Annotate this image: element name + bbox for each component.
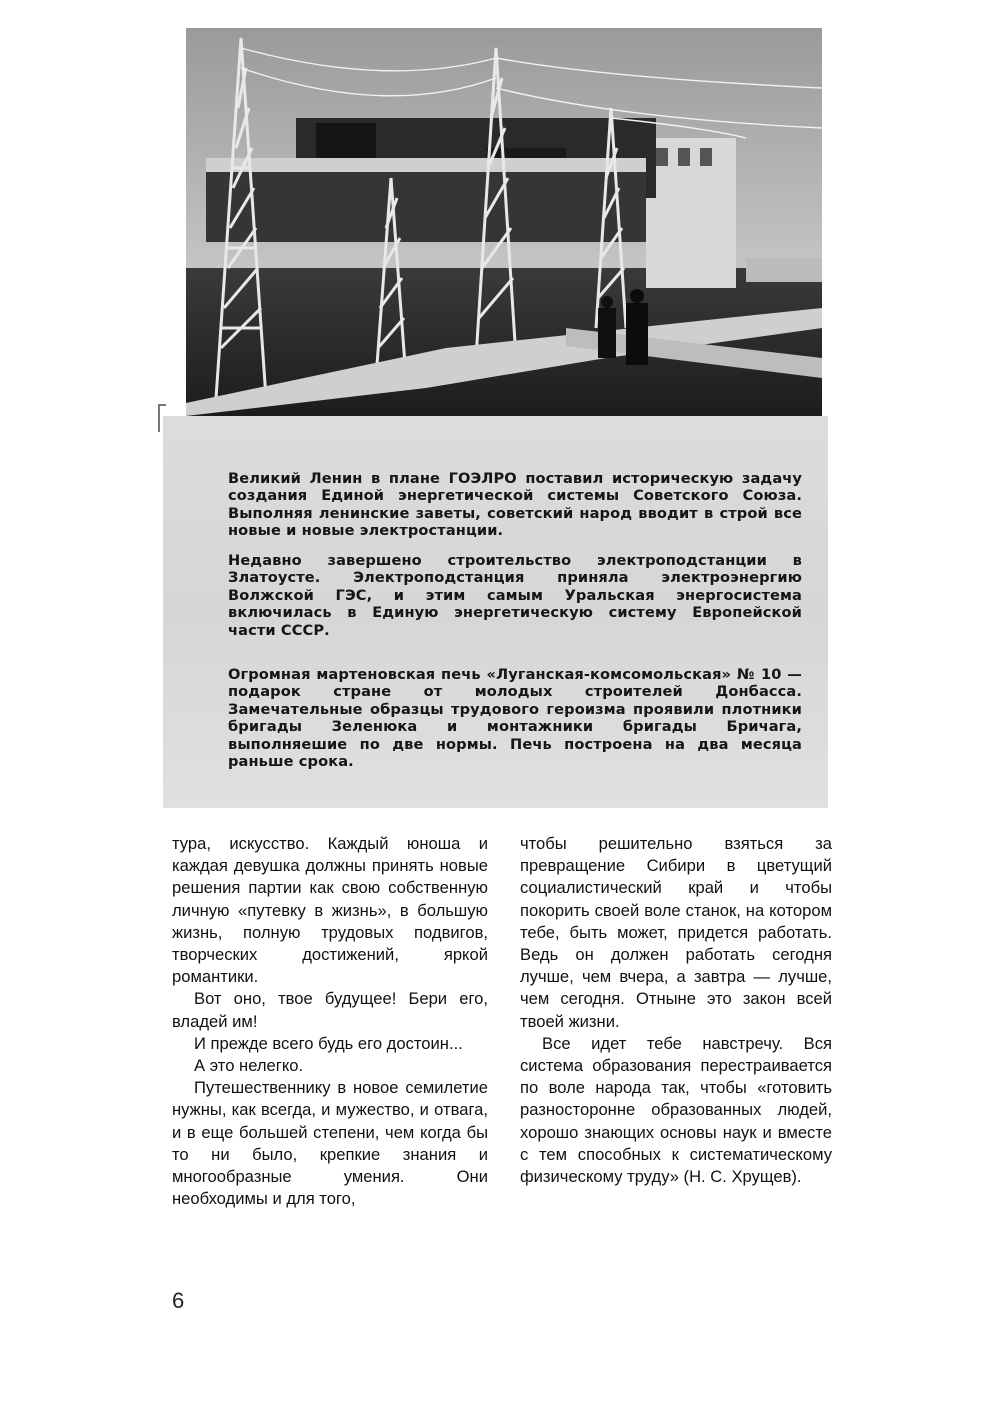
left-paragraph-4: А это нелегко. xyxy=(194,1056,304,1076)
substation-photo-icon xyxy=(186,28,822,416)
caption-corner-mark xyxy=(158,404,166,432)
right-paragraph-2: Все идет тебе навстречу. Вся система образования перестраивается по воле народа так, чтобы «готовить разносторонне образованных людей, хорошо знающих основы наук и вместе с тем способных к систематическому физическому труду» (Н. С. Хрущев). xyxy=(520,1033,832,1187)
left-paragraph-5: Путешественнику в новое семилетие нужны, как всегда, и мужество, и отвага, и в еще большей степени, чем когда бы то ни было, крепкие знания и многообразные умения. Они необходимы и для того, xyxy=(172,1078,488,1209)
page-number: 6 xyxy=(172,1288,185,1313)
caption-paragraph-2: Недавно завершено строительство электроподстанции в Златоусте. Электроподстанция приняла электроэнергию Волжской ГЭС, и этим самым Уральская энергосистема включилась в Единую энергетическую систему Европейской части СССР. xyxy=(228,552,802,639)
left-paragraph-3: И прежде всего будь его достоин... xyxy=(194,1033,463,1053)
left-paragraph-2: Вот оно, твое будущее! Бери его, владей им! xyxy=(172,989,488,1031)
substation-photo xyxy=(186,28,822,416)
caption-paragraph-1: Великий Ленин в плане ГОЭЛРО поставил историческую задачу создания Единой энергетической системы Советского Союза. Выполняя ленинские заветы, советский народ вводит в строй все новые и новые электростанции. xyxy=(228,470,802,540)
caption-paragraph-3: Огромная мартеновская печь «Луганская-комсомольская» № 10 — подарок стране от молодых строителей Донбасса. Замечательные образцы трудового героизма проявили плотники бригады Зеленюка и монтажники бригады Бричага, выполняешие по две нормы. Печь построена на два месяца раньше срока. xyxy=(228,666,802,771)
right-paragraph-1: чтобы решительно взяться за превращение Сибири в цветущий социалистический край и чтобы покорить своей воле станок, на котором тебе, быть может, придется работать. Ведь он должен работать сегодня лучше, чем вчера, а завтра — лучше, чем сегодня. Отныне это закон всей твоей жизни. xyxy=(520,834,832,1031)
left-column xyxy=(172,833,488,1210)
left-paragraph-1: тура, искусство. Каждый юноша и каждая девушка должны принять новые решения партии как свою собственную личную «путевку в жизнь», в большую жизнь, полную трудовых подвигов, творческих достижений, яркой романтики. xyxy=(172,834,488,987)
right-column xyxy=(520,833,832,1188)
